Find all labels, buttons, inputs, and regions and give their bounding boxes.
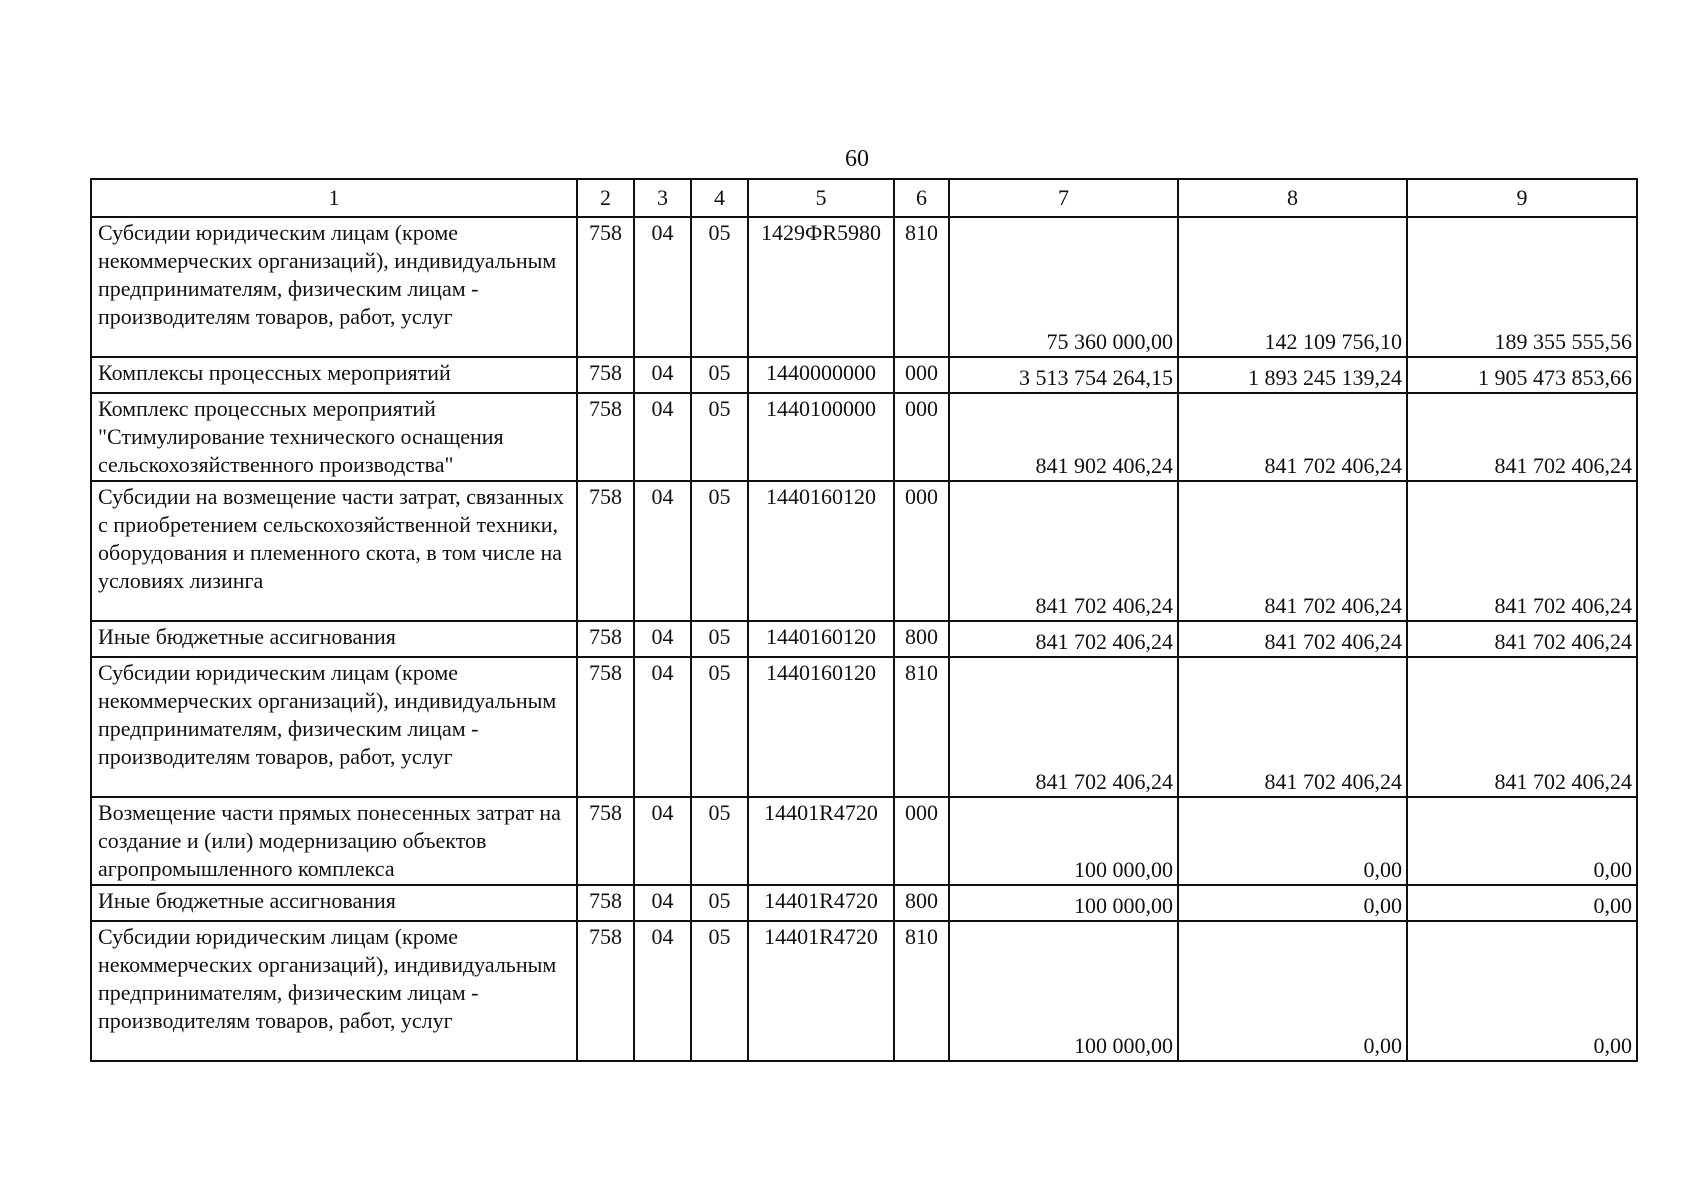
table-row (91, 357, 1637, 393)
budget-table (90, 178, 1638, 1062)
row-code-c2: 758 (577, 393, 634, 481)
column-header: 6 (894, 179, 949, 217)
row-code-c3: 04 (634, 621, 691, 657)
row-code-c5: 14401R4720 (748, 797, 894, 885)
table-row (91, 657, 1637, 797)
column-header: 9 (1407, 179, 1637, 217)
row-name: Субсидии на возмещение части затрат, связанных с приобретением сельскохозяйственной техники, оборудования и племенного скота, в том числе на условиях лизинга (91, 481, 577, 621)
row-name: Иные бюджетные ассигнования (91, 621, 577, 657)
row-code-c6: 000 (894, 481, 949, 621)
column-header: 7 (949, 179, 1178, 217)
row-code-c2: 758 (577, 797, 634, 885)
row-amount-c7: 3 513 754 264,15 (949, 357, 1178, 393)
row-code-c4: 05 (691, 217, 748, 357)
row-code-c2: 758 (577, 357, 634, 393)
row-name: Субсидии юридическим лицам (кроме некоммерческих организаций), индивидуальным предпринимателям, физическим лицам - производителям товаров, работ, услуг (91, 657, 577, 797)
row-amount-c7: 100 000,00 (949, 921, 1178, 1061)
row-amount-c9: 1 905 473 853,66 (1407, 357, 1637, 393)
row-code-c5: 14401R4720 (748, 885, 894, 921)
row-code-c2: 758 (577, 621, 634, 657)
row-code-c3: 04 (634, 797, 691, 885)
row-code-c4: 05 (691, 621, 748, 657)
row-code-c3: 04 (634, 657, 691, 797)
column-header: 2 (577, 179, 634, 217)
row-amount-c7: 100 000,00 (949, 797, 1178, 885)
table-row (91, 481, 1637, 621)
row-amount-c7: 841 702 406,24 (949, 481, 1178, 621)
row-name: Комплексы процессных мероприятий (91, 357, 577, 393)
table-row (91, 217, 1637, 357)
row-amount-c8: 0,00 (1178, 921, 1407, 1061)
row-amount-c9: 841 702 406,24 (1407, 481, 1637, 621)
row-amount-c8: 0,00 (1178, 797, 1407, 885)
row-amount-c8: 841 702 406,24 (1178, 621, 1407, 657)
row-code-c4: 05 (691, 393, 748, 481)
row-code-c6: 810 (894, 657, 949, 797)
row-code-c2: 758 (577, 657, 634, 797)
column-header: 8 (1178, 179, 1407, 217)
column-header: 3 (634, 179, 691, 217)
row-amount-c8: 142 109 756,10 (1178, 217, 1407, 357)
column-header: 4 (691, 179, 748, 217)
row-amount-c9: 841 702 406,24 (1407, 657, 1637, 797)
row-code-c3: 04 (634, 217, 691, 357)
row-code-c6: 810 (894, 921, 949, 1061)
row-amount-c8: 1 893 245 139,24 (1178, 357, 1407, 393)
row-code-c4: 05 (691, 357, 748, 393)
row-amount-c9: 0,00 (1407, 797, 1637, 885)
row-code-c5: 1429ФR5980 (748, 217, 894, 357)
row-code-c5: 1440160120 (748, 657, 894, 797)
row-code-c2: 758 (577, 481, 634, 621)
row-amount-c7: 100 000,00 (949, 885, 1178, 921)
table-row (91, 797, 1637, 885)
row-code-c2: 758 (577, 921, 634, 1061)
table-row (91, 393, 1637, 481)
row-amount-c8: 841 702 406,24 (1178, 481, 1407, 621)
row-code-c5: 1440160120 (748, 621, 894, 657)
row-code-c5: 1440160120 (748, 481, 894, 621)
row-amount-c9: 189 355 555,56 (1407, 217, 1637, 357)
table-header-row (91, 179, 1637, 217)
row-amount-c9: 841 702 406,24 (1407, 621, 1637, 657)
row-amount-c9: 0,00 (1407, 885, 1637, 921)
row-amount-c9: 0,00 (1407, 921, 1637, 1061)
row-amount-c8: 841 702 406,24 (1178, 657, 1407, 797)
row-code-c4: 05 (691, 481, 748, 621)
row-amount-c9: 841 702 406,24 (1407, 393, 1637, 481)
column-header: 1 (91, 179, 577, 217)
row-name: Иные бюджетные ассигнования (91, 885, 577, 921)
row-code-c2: 758 (577, 217, 634, 357)
table-row (91, 621, 1637, 657)
row-amount-c8: 841 702 406,24 (1178, 393, 1407, 481)
table-row (91, 921, 1637, 1061)
row-code-c3: 04 (634, 885, 691, 921)
row-name: Субсидии юридическим лицам (кроме некоммерческих организаций), индивидуальным предпринимателям, физическим лицам - производителям товаров, работ, услуг (91, 217, 577, 357)
row-code-c3: 04 (634, 393, 691, 481)
row-amount-c7: 75 360 000,00 (949, 217, 1178, 357)
page-number: 60 (845, 146, 869, 172)
row-code-c6: 000 (894, 393, 949, 481)
row-name: Субсидии юридическим лицам (кроме некоммерческих организаций), индивидуальным предпринимателям, физическим лицам - производителям товаров, работ, услуг (91, 921, 577, 1061)
column-header: 5 (748, 179, 894, 217)
row-code-c4: 05 (691, 797, 748, 885)
row-code-c3: 04 (634, 481, 691, 621)
row-code-c4: 05 (691, 921, 748, 1061)
row-name: Комплекс процессных мероприятий "Стимулирование технического оснащения сельскохозяйственного производства" (91, 393, 577, 481)
row-code-c5: 14401R4720 (748, 921, 894, 1061)
row-code-c6: 800 (894, 621, 949, 657)
row-amount-c8: 0,00 (1178, 885, 1407, 921)
row-code-c4: 05 (691, 657, 748, 797)
row-code-c4: 05 (691, 885, 748, 921)
row-code-c5: 1440000000 (748, 357, 894, 393)
row-amount-c7: 841 702 406,24 (949, 657, 1178, 797)
row-code-c6: 800 (894, 885, 949, 921)
row-code-c6: 810 (894, 217, 949, 357)
row-code-c5: 1440100000 (748, 393, 894, 481)
row-code-c3: 04 (634, 357, 691, 393)
row-amount-c7: 841 902 406,24 (949, 393, 1178, 481)
row-amount-c7: 841 702 406,24 (949, 621, 1178, 657)
row-code-c3: 04 (634, 921, 691, 1061)
row-code-c6: 000 (894, 797, 949, 885)
row-code-c6: 000 (894, 357, 949, 393)
row-name: Возмещение части прямых понесенных затрат на создание и (или) модернизацию объектов агропромышленного комплекса (91, 797, 577, 885)
row-code-c2: 758 (577, 885, 634, 921)
table-row (91, 885, 1637, 921)
